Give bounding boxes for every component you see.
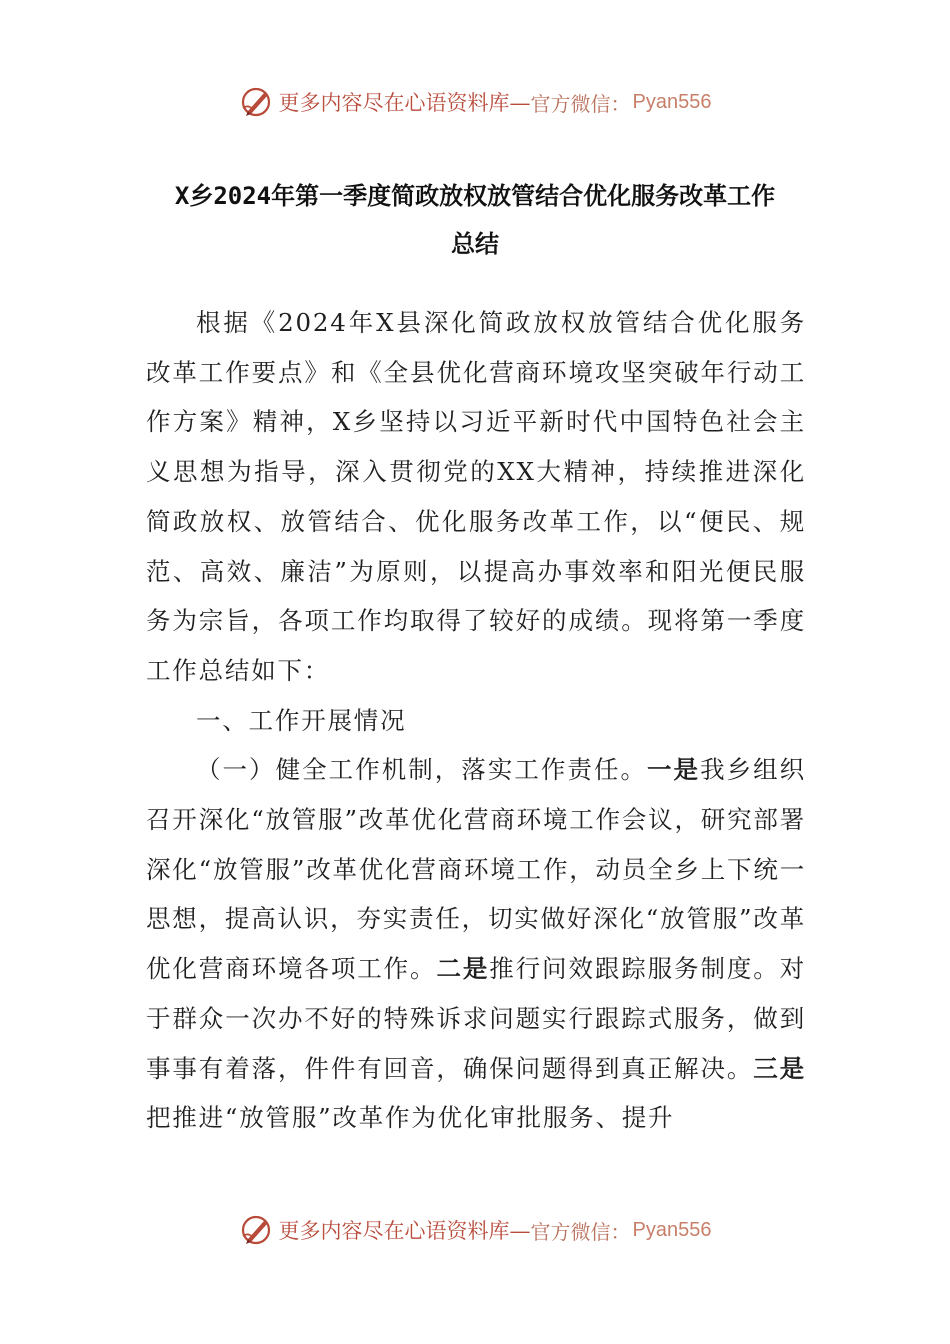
watermark-text: 更多内容尽在心语资料库—: [278, 1219, 531, 1243]
subsection-paragraph: [146, 745, 806, 1143]
title-line-1: X乡2024年第一季度简政放权放管结合优化服务改革工作: [174, 182, 776, 210]
wechat-id: Pyan556: [632, 1218, 712, 1241]
point-3-label: 三是: [753, 1053, 806, 1083]
point-3-text: 把推进“放管服”改革作为优化审批服务、提升: [146, 1103, 675, 1133]
watermark-text: 更多内容尽在心语资料库—: [278, 91, 531, 115]
wechat-label: 官方微信：: [530, 91, 631, 116]
title-line-2: 总结: [451, 230, 499, 258]
document-title: [130, 172, 820, 268]
pen-logo-icon: [239, 84, 275, 120]
pen-logo-icon: [239, 1212, 275, 1248]
wechat-label: 官方微信：: [530, 1219, 631, 1244]
point-1-label: 一是: [647, 755, 701, 785]
point-2-label: 二是: [436, 954, 490, 984]
header-watermark: [0, 80, 950, 124]
wechat-id: Pyan556: [632, 90, 712, 113]
document-body: [146, 298, 806, 1143]
point-1-text: 我乡组织召开深化“放管服”改革优化营商环境工作会议，研究部署深化“放管服”改革优化营商环境工作，动员全乡上下统一思想，提高认识，夯实责任，切实做好深化“放管服”改革优化营商环境各项工作。: [146, 755, 806, 984]
footer-watermark: [0, 1208, 950, 1252]
point-2-text: 推行问效跟踪服务制度。对于群众一次办不好的特殊诉求问题实行跟踪式服务，做到事事有着落，件件有回音，确保问题得到真正解决。: [146, 954, 806, 1083]
subsection-heading: （一）健全工作机制，落实工作责任。: [196, 755, 648, 785]
intro-paragraph: 根据《2024年X县深化简政放权放管结合优化服务改革工作要点》和《全县优化营商环境攻坚突破年行动工作方案》精神，X乡坚持以习近平新时代中国特色社会主义思想为指导，深入贯彻党的XX大精神，持续推进深化简政放权、放管结合、优化服务改革工作，以“便民、规范、高效、廉洁”为原则，以提高办事效率和阳光便民服务为宗旨，各项工作均取得了较好的成绩。现将第一季度工作总结如下：: [146, 308, 806, 685]
section-heading: 一、工作开展情况: [196, 705, 407, 735]
